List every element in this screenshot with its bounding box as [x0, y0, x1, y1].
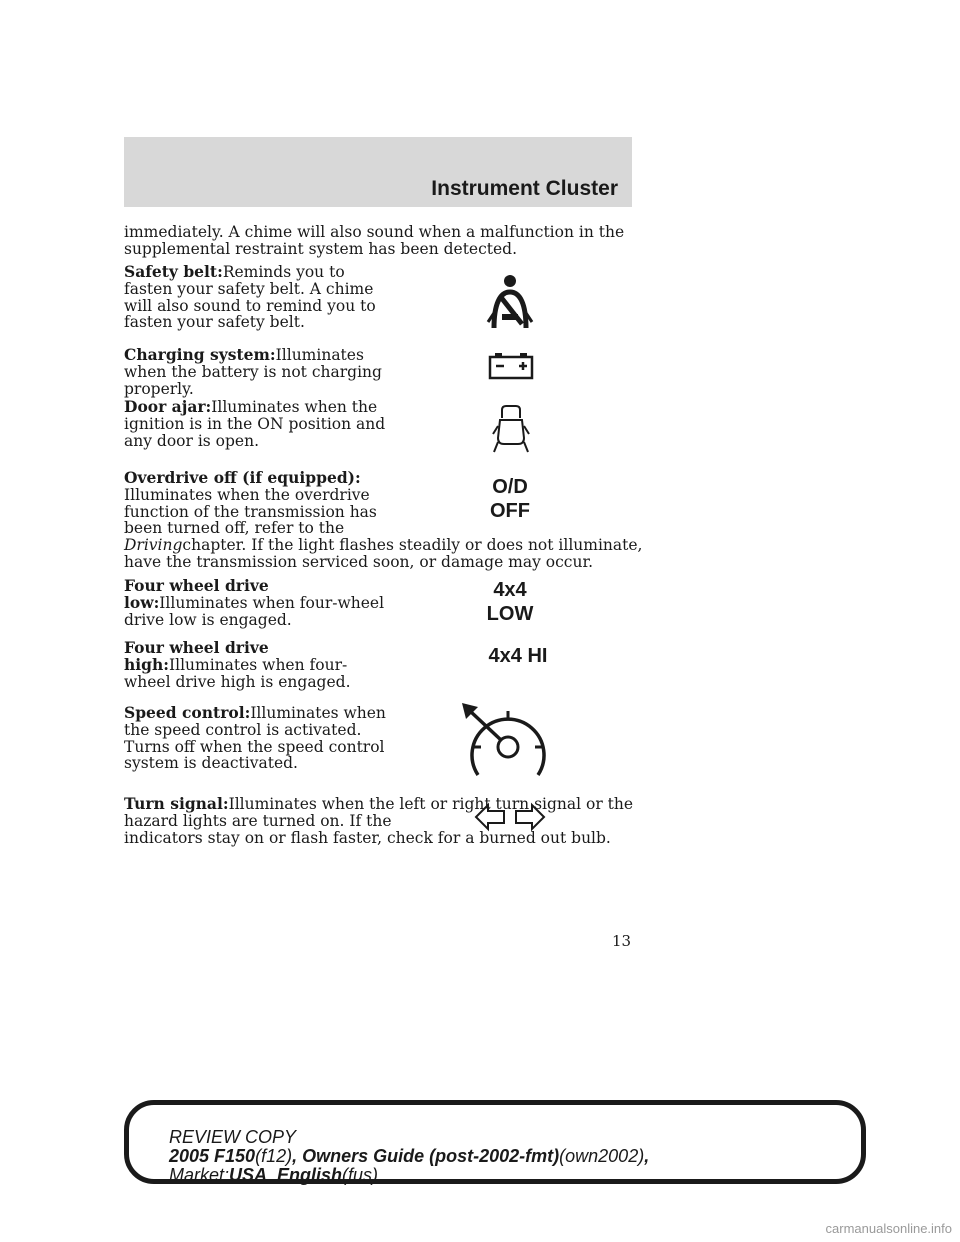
review-copy-line: REVIEW COPY	[169, 1127, 297, 1147]
speed-control-description	[124, 705, 386, 772]
seatbelt-icon	[484, 272, 536, 332]
safety-belt-description	[124, 264, 386, 331]
door-ajar-text: Illuminates when the ignition is in the ON position and any door is open.	[124, 398, 386, 450]
turn-signal-description	[124, 796, 644, 846]
charging-system-description	[124, 347, 386, 397]
four-wheel-high-text: Illuminates when four-wheel drive high is engaged.	[124, 655, 351, 691]
document-id-line	[169, 1146, 649, 1166]
charging-system-label: Charging system:	[124, 345, 276, 364]
market-value: USA_English	[229, 1165, 343, 1185]
line-comma: ,	[644, 1146, 650, 1166]
four-wheel-low-label: Four wheel drive low:	[124, 576, 269, 612]
market-label: Market:	[169, 1165, 230, 1185]
four-wheel-low-indicator	[470, 578, 550, 626]
four-wheel-low-text: Illuminates when four-wheel drive low is engaged.	[124, 593, 385, 629]
four-wheel-high-description	[124, 640, 386, 690]
intro-paragraph: immediately. A chime will also sound when a malfunction in the supplemental restraint system has been detected.	[124, 223, 625, 258]
charging-system-text: Illuminates when the battery is not charging properly.	[124, 346, 382, 398]
safety-belt-text: Reminds you to fasten your safety belt. A chime will also sound to remind you to fasten your safety belt.	[124, 263, 376, 332]
overdrive-off-text-a: Illuminates when the overdrive function of the transmission has been turned off, refer to the	[124, 485, 377, 538]
watermark: carmanualsonline.info	[825, 1221, 952, 1236]
page-number: 13	[612, 932, 632, 950]
turn-signal-text-a: Illuminates when the left or right turn signal or the hazard lights are turned on. If the	[124, 795, 634, 830]
four-wheel-high-indicator	[470, 644, 566, 668]
safety-belt-label: Safety belt:	[124, 262, 223, 281]
overdrive-off-indicator	[470, 475, 550, 523]
model-name: 2005 F150	[169, 1146, 256, 1166]
overdrive-off-label: Overdrive off (if equipped):	[124, 468, 361, 487]
guide-code: (own2002)	[559, 1146, 645, 1166]
overdrive-off-text-b: chapter. If the light flashes steadily or does not illuminate, have the transmission serviced soon, or damage may occur.	[124, 536, 643, 571]
four-wheel-low-4x4-text: 4x4	[493, 579, 527, 601]
guide-name: , Owners Guide (post-2002-fmt)	[292, 1146, 560, 1166]
overdrive-od-text: O/D	[492, 476, 528, 498]
door-ajar-label: Door ajar:	[124, 397, 212, 416]
speed-control-label: Speed control:	[124, 703, 251, 722]
turn-signal-label: Turn signal:	[124, 794, 229, 813]
section-title: Instrument Cluster	[431, 177, 618, 200]
four-wheel-low-description	[124, 578, 386, 628]
door-ajar-description	[124, 399, 386, 449]
four-wheel-low-low-text: LOW	[486, 603, 534, 625]
four-wheel-high-label: Four wheel drive high:	[124, 638, 269, 674]
speed-control-icon	[460, 703, 548, 779]
overdrive-off-text: OFF	[490, 500, 530, 522]
review-copy-box	[124, 1100, 866, 1184]
market-line	[169, 1165, 378, 1185]
battery-icon	[488, 352, 534, 380]
door-ajar-icon	[492, 404, 530, 454]
turn-signal-icon	[474, 802, 546, 832]
market-code: (fus)	[342, 1165, 379, 1185]
overdrive-off-description	[124, 470, 644, 571]
driving-chapter-ref: Driving	[124, 536, 183, 555]
four-wheel-high-text-indicator: 4x4 HI	[488, 645, 548, 667]
model-code: (f12)	[255, 1146, 293, 1166]
section-header-band	[124, 137, 632, 207]
speed-control-text: Illuminates when the speed control is activated. Turns off when the speed control system is deactivated.	[124, 704, 386, 773]
turn-signal-text-b: indicators stay on or flash faster, check for a burned out bulb.	[124, 828, 611, 847]
